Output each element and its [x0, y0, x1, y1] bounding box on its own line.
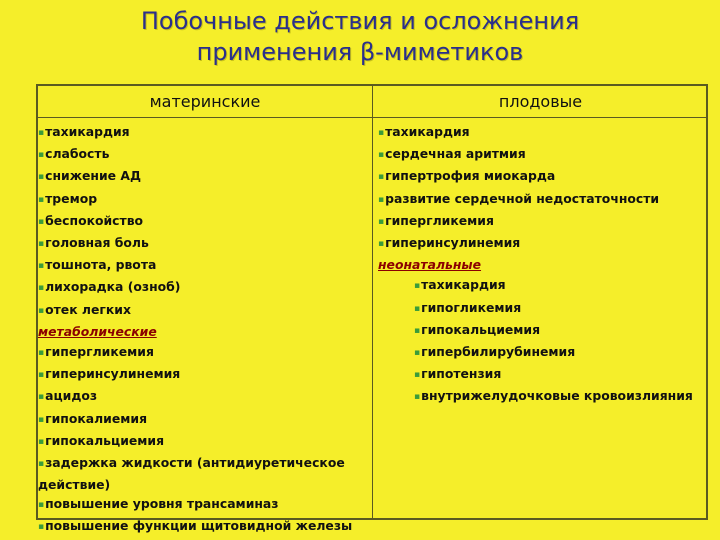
- bullet-icon: ▪: [38, 150, 45, 161]
- fetal-effects-list: [378, 122, 708, 409]
- bullet-icon: ▪: [414, 303, 421, 314]
- list-item-label: гипогликемия: [421, 299, 522, 315]
- category-heading: [378, 255, 708, 275]
- list-item-label: гиперинсулинемия: [45, 366, 181, 382]
- list-item: [378, 211, 708, 233]
- list-item-label: тахикардия: [421, 277, 506, 293]
- list-item: [378, 320, 708, 342]
- list-item: [38, 233, 364, 255]
- list-item: [38, 386, 364, 408]
- list-item-label: сердечная аритмия: [385, 146, 526, 162]
- bullet-icon: ▪: [38, 414, 45, 425]
- bullet-icon: ▪: [378, 216, 385, 227]
- list-item: [38, 189, 364, 211]
- list-item-label: гипотензия: [421, 366, 502, 382]
- list-item: [38, 453, 364, 494]
- bullet-icon: ▪: [38, 500, 45, 511]
- fetal-column-header: плодовые: [498, 92, 583, 111]
- bullet-icon: ▪: [414, 370, 421, 381]
- list-item-label: гипергликемия: [385, 212, 494, 228]
- list-item: [378, 342, 708, 364]
- list-item: [38, 494, 364, 516]
- list-item: [38, 409, 364, 431]
- list-item-label: гипокалиемия: [45, 410, 148, 426]
- list-item: [378, 386, 708, 408]
- list-item: [38, 342, 364, 364]
- maternal-effects-list: [38, 122, 364, 538]
- header-divider: [38, 117, 706, 118]
- category-heading-label: метаболические: [38, 323, 157, 339]
- list-item-label: тахикардия: [385, 124, 470, 139]
- bullet-icon: ▪: [414, 392, 421, 403]
- list-item-label: тошнота, рвота: [45, 257, 157, 273]
- list-item-label: ацидоз: [45, 388, 98, 404]
- list-item-label: задержка жидкости (антидиуретическое действие): [38, 455, 345, 493]
- list-item: [378, 144, 708, 166]
- bullet-icon: ▪: [38, 392, 45, 403]
- list-item: [378, 189, 708, 211]
- list-item-label: гипергликемия: [45, 344, 154, 360]
- list-item-label: гипокальциемия: [421, 321, 541, 337]
- category-heading: [38, 322, 364, 342]
- bullet-icon: ▪: [414, 348, 421, 359]
- list-item-label: беспокойство: [45, 212, 144, 228]
- list-item-label: повышение функции щитовидной железы: [45, 518, 353, 534]
- maternal-column-header: материнские: [149, 92, 261, 111]
- list-item: [38, 122, 364, 144]
- list-item: [38, 300, 364, 322]
- bullet-icon: ▪: [38, 436, 45, 447]
- list-item-label: снижение АД: [45, 168, 142, 184]
- list-item: [378, 166, 708, 188]
- list-item-label: гипокальциемия: [45, 432, 165, 448]
- list-item-label: лихорадка (озноб): [45, 279, 181, 295]
- bullet-icon: ▪: [378, 128, 385, 138]
- bullet-icon: ▪: [378, 150, 385, 161]
- bullet-icon: ▪: [38, 348, 45, 359]
- bullet-icon: ▪: [378, 194, 385, 205]
- bullet-icon: ▪: [414, 281, 421, 292]
- list-item: [378, 122, 708, 144]
- title-line-2: применения β-миметиков: [196, 38, 524, 66]
- bullet-icon: ▪: [38, 239, 45, 250]
- bullet-icon: ▪: [38, 128, 45, 138]
- list-item-label: гипертрофия миокарда: [385, 168, 556, 184]
- list-item-label: отек легких: [45, 301, 131, 317]
- list-item: [378, 364, 708, 386]
- list-item-label: развитие сердечной недостаточности: [385, 190, 660, 206]
- side-effects-table: [36, 84, 708, 534]
- bullet-icon: ▪: [414, 325, 421, 336]
- list-item: [38, 166, 364, 188]
- list-item: [378, 275, 708, 297]
- list-item-label: повышение уровня трансаминаз: [45, 496, 279, 512]
- category-heading-label: неонатальные: [378, 257, 482, 273]
- list-item-label: гипербилирубинемия: [421, 344, 576, 360]
- bullet-icon: ▪: [378, 239, 385, 250]
- bullet-icon: ▪: [38, 305, 45, 316]
- bullet-icon: ▪: [38, 172, 45, 183]
- bullet-icon: ▪: [38, 370, 45, 381]
- bullet-icon: ▪: [38, 283, 45, 294]
- list-item: [38, 255, 364, 277]
- bullet-icon: ▪: [38, 459, 45, 470]
- list-item: [38, 277, 364, 299]
- list-item: [38, 144, 364, 166]
- list-item: [378, 233, 708, 255]
- list-item-label: внутрижелудочковые кровоизлияния: [421, 388, 693, 404]
- bullet-icon: ▪: [38, 522, 45, 533]
- list-item-label: слабость: [45, 146, 110, 162]
- bullet-icon: ▪: [38, 261, 45, 272]
- bullet-icon: ▪: [378, 172, 385, 183]
- column-divider: [372, 86, 373, 518]
- list-item-label: тахикардия: [45, 124, 130, 139]
- bullet-icon: ▪: [38, 216, 45, 227]
- title-line-1: Побочные действия и осложнения: [140, 7, 580, 35]
- list-item: [38, 211, 364, 233]
- list-item-label: тремор: [45, 190, 98, 206]
- slide-title: [0, 6, 720, 68]
- list-item: [38, 364, 364, 386]
- list-item-label: головная боль: [45, 235, 149, 251]
- list-item: [38, 431, 364, 453]
- list-item: [38, 516, 364, 538]
- list-item-label: гиперинсулинемия: [385, 235, 521, 251]
- bullet-icon: ▪: [38, 194, 45, 205]
- list-item: [378, 298, 708, 320]
